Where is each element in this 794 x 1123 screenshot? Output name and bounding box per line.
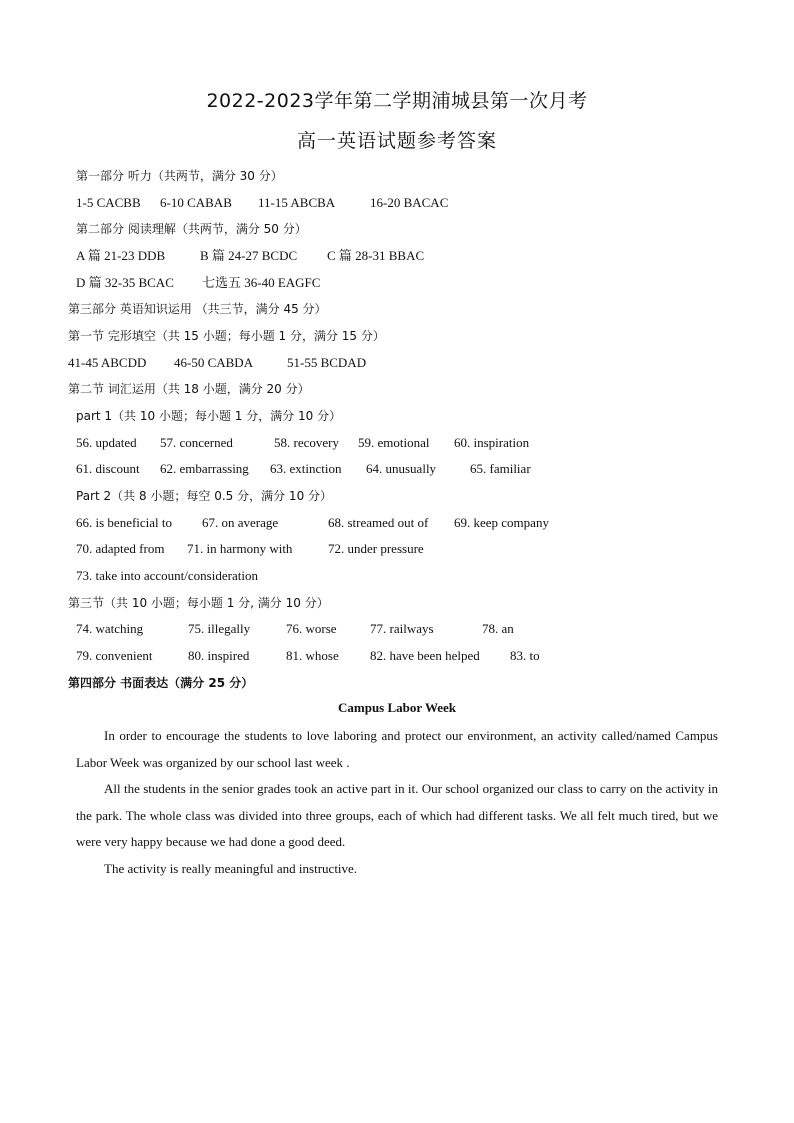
- section2-row2: [76, 461, 531, 477]
- section1-answers: [68, 355, 366, 371]
- part1-answers: [76, 195, 448, 211]
- answer-item: 69. keep company: [454, 515, 549, 530]
- answer-item: 63. extinction: [270, 461, 342, 476]
- answer-item: 65. familiar: [470, 461, 531, 476]
- answer-group: 6-10 CABAB: [160, 195, 232, 210]
- answer-item: 62. embarrassing: [160, 461, 249, 476]
- part2-heading: 第二部分 阅读理解（共两节，满分 50 分）: [76, 222, 307, 236]
- answer-item: 68. streamed out of: [328, 515, 429, 530]
- answer-item: 57. concerned: [160, 435, 233, 450]
- section2-heading: 第二节 词汇运用（共 18 小题，满分 20 分）: [68, 382, 310, 396]
- essay-paragraph: In order to encourage the students to love laboring and protect our environment, an activity called/named Campus Labor Week was organized by our school last week .: [76, 728, 718, 770]
- essay-paragraph: The activity is really meaningful and instructive.: [104, 861, 358, 876]
- section1-heading: 第一节 完形填空（共 15 小题；每小题 1 分，满分 15 分）: [68, 329, 385, 343]
- answer-group: A 篇 21-23 DDB: [76, 248, 166, 263]
- part2-row2: [76, 275, 320, 291]
- essay-title: Campus Labor Week: [338, 700, 456, 715]
- part2-row1: [76, 248, 424, 264]
- answer-item: 81. whose: [286, 648, 339, 663]
- document-title: 2022-2023学年第二学期浦城县第一次月考: [206, 90, 588, 112]
- answer-item: 82. have been helped: [370, 648, 480, 663]
- answer-group: 51-55 BCDAD: [287, 355, 367, 370]
- answer-item: 78. an: [482, 621, 514, 636]
- answer-item: 67. on average: [202, 515, 279, 530]
- answer-group: 46-50 CABDA: [174, 355, 254, 370]
- answer-item: 61. discount: [76, 461, 140, 476]
- essay-paragraph: All the students in the senior grades took an active part in it. Our school organized our class to carry on the activity in the park. The whole class was divided into three groups, each of which had different tasks. We all felt much tired, but we were very happy because we had done a good deed.: [76, 781, 718, 849]
- part3-heading: 第三部分 英语知识运用 （共三节，满分 45 分）: [68, 302, 327, 316]
- answer-item: 60. inspiration: [454, 435, 530, 450]
- answer-item: 71. in harmony with: [187, 541, 293, 556]
- answer-group: C 篇 28-31 BBAC: [327, 248, 425, 263]
- answer-item: 66. is beneficial to: [76, 515, 173, 530]
- section2-part2-heading: Part 2（共 8 小题；每空 0.5 分，满分 10 分）: [76, 489, 333, 503]
- answer-item: 80. inspired: [188, 648, 250, 663]
- answer-item: 83. to: [510, 648, 540, 663]
- answer-group: D 篇 32-35 BCAC: [76, 275, 174, 290]
- answer-group: B 篇 24-27 BCDC: [200, 248, 298, 263]
- answer-group: 41-45 ABCDD: [68, 355, 147, 370]
- section2-row1: [76, 435, 529, 451]
- answer-item: 76. worse: [286, 621, 337, 636]
- answer-item: 75. illegally: [188, 621, 251, 636]
- answer-item: 77. railways: [370, 621, 434, 636]
- section3-row2: [76, 648, 540, 664]
- answer-group: 16-20 BACAC: [370, 195, 449, 210]
- answer-group: 11-15 ABCBA: [258, 195, 336, 210]
- answer-item: 56. updated: [76, 435, 137, 450]
- section2-row4: [76, 541, 424, 557]
- section2-row3: [76, 515, 549, 531]
- answer-item: 70. adapted from: [76, 541, 165, 556]
- answer-item: 64. unusually: [366, 461, 437, 476]
- part4-heading: 第四部分 书面表达（满分 25 分）: [68, 676, 254, 690]
- document-subtitle: 高一英语试题参考答案: [296, 130, 497, 152]
- answer-item: 73. take into account/consideration: [76, 568, 258, 583]
- answer-item: 58. recovery: [274, 435, 339, 450]
- part1-heading: 第一部分 听力（共两节，满分 30 分）: [76, 169, 283, 183]
- answer-group: 七选五 36-40 EAGFC: [202, 275, 321, 290]
- section3-row1: [76, 621, 514, 637]
- answer-item: 72. under pressure: [328, 541, 424, 556]
- section3-heading: 第三节（共 10 小题；每小题 1 分, 满分 10 分）: [68, 596, 329, 610]
- answer-item: 79. convenient: [76, 648, 153, 663]
- answer-item: 74. watching: [76, 621, 144, 636]
- answer-group: 1-5 CACBB: [76, 195, 141, 210]
- section2-part1-heading: part 1（共 10 小题；每小题 1 分，满分 10 分）: [76, 409, 342, 423]
- section2-row5: [76, 568, 258, 584]
- answer-item: 59. emotional: [358, 435, 430, 450]
